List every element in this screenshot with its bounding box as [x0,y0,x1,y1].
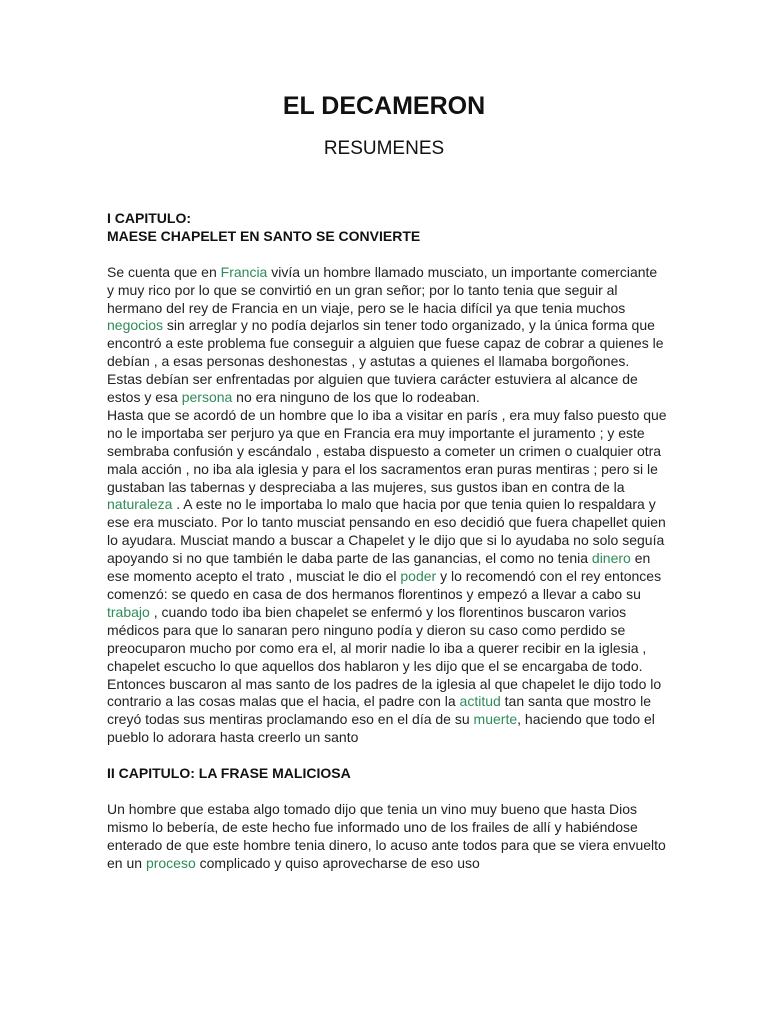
text-run: complicado y quiso aprovecharse de eso uso [195,854,480,871]
text-run: no era ninguno de los que lo rodeaban. [232,389,480,406]
link-persona[interactable]: persona [181,389,233,406]
document-body [107,210,667,872]
chapter-1-number: I CAPITULO: [107,210,191,226]
link-trabajo[interactable]: trabajo [107,603,150,620]
document-title: EL DECAMERON [282,92,486,120]
link-francia[interactable]: Francia [220,263,268,280]
chapter-2-paragraph-1 [107,801,667,873]
document-subtitle: RESUMENES [323,138,445,159]
text-run: y lo recomendó con el rey entonces comenzó: se quedo en casa de dos hermanos florentinos y empezó a llevar a cabo su [107,568,662,603]
text-run: tan santa que mostro le creyó todas sus mentiras proclamando eso en el día de su [107,693,651,728]
link-muerte[interactable]: muerte [473,711,518,728]
chapter-1-title: MAESE CHAPELET EN SANTO SE CONVIERTE [107,227,421,244]
link-actitud[interactable]: actitud [459,693,501,710]
text-run: Hasta que se acordó de un hombre que lo iba a visitar en parís , era muy falso puesto que no le importaba ser perjuro ya que en Francia era muy importante el juramento ; y este sembraba confusión y escándalo , estaba dispuesto a cometer un crimen o cualquier otra mala acción , no iba ala iglesia y para el los sacramentos eran puras mentiras ; pero si le gustaban las tabernas y despreciaba a las mujeres, sus gustos iban en contra de la [107,406,667,495]
text-run: , cuando todo iba bien chapelet se enfermó y los florentinos buscaron varios médicos para que lo sanaran pero ninguno podía y dieron su caso como perdido se preocuparon mucho por como era el, al morir nadie lo iba a querer recibir en la iglesia , chapelet escucho lo que aquellos dos hablaron y les dijo que el se encargaba de todo. Entonces buscaron al mas santo de los padres de la iglesia al que chapelet le dijo todo lo contrario a las cosas malas que el hacia, el padre con la [107,603,662,710]
link-proceso[interactable]: proceso [145,854,196,871]
link-poder[interactable]: poder [400,568,437,585]
text-run: sin arreglar y no podía dejarlos sin tener todo organizado, y la única forma que encontró a este problema fue conseguir a alguien que fuese capaz de cobrar a quienes le debían , a esas personas deshonestas , y astutas a quienes el llamaba borgoñones. Estas debían ser enfrentadas por alguien que tuviera carácter estuviera al alcance de estos y esa [107,317,664,406]
chapter-1-heading [107,210,667,246]
text-run: Se cuenta que en [107,263,221,280]
link-naturaleza[interactable]: naturaleza [107,496,173,513]
chapter-1-paragraph-1 [107,264,667,407]
text-run: . A este no le importaba lo malo que hacia por que tenia quien lo respaldara y ese era musciato. Por lo tanto musciat pensando en eso decidió que fuera chapellet quien lo ayudara. Musciat mando a buscar a Chapelet y le dijo que si lo ayudaba no solo seguía apoyando si no que también le daba parte de las ganancias, el como no tenia [107,496,666,567]
chapter-1-paragraph-2 [107,407,667,747]
text-run: vivía un hombre llamado musciato, un importante comerciante y muy rico por lo que se convirtió en un gran señor; por lo tanto tenia que seguir al hermano del rey de Francia en un viaje, pero se le hacia difícil ya que tenia muchos [107,263,658,316]
link-negocios[interactable]: negocios [107,317,164,334]
text-run: en ese momento acepto el trato , musciat le dio el [107,550,651,585]
text-run: , haciendo que todo el pueblo lo adorara hasta creerlo un santo [107,711,655,746]
link-dinero[interactable]: dinero [591,550,631,567]
chapter-2-heading: II CAPITULO: LA FRASE MALICIOSA [107,765,351,782]
text-run: Un hombre que estaba algo tomado dijo que tenia un vino muy bueno que hasta Dios mismo lo bebería, de este hecho fue informado uno de los frailes de allí y habiéndose enterado de que este hombre tenia dinero, lo acuso ante todos para que se viera envuelto en un [107,800,666,871]
